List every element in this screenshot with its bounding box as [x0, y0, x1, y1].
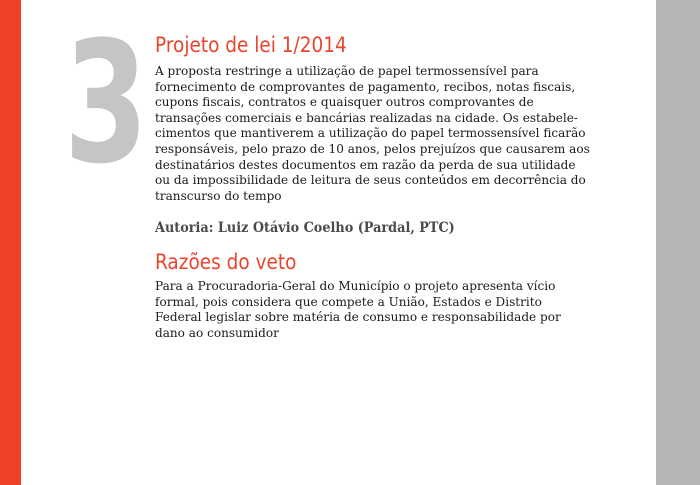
bill-title: Projeto de lei 1/2014	[155, 33, 347, 57]
left-accent-bar	[0, 0, 21, 485]
right-gray-bar	[656, 0, 700, 485]
veto-reason	[155, 278, 561, 340]
bill-description-line: cimentos que mantiverem a utilização do papel termossensível ficarão	[155, 125, 586, 141]
bill-description-line: destinatários destes documentos em razão da perda de sua utilidade	[155, 156, 576, 172]
bill-description-line: A proposta restringe a utilização de papel termossensível para	[155, 63, 539, 78]
bill-description-line: transcurso do tempo	[155, 187, 282, 203]
veto-title: Razões do veto	[155, 250, 297, 274]
veto-reason-line: formal, pois considera que compete a União, Estados e Distrito	[155, 293, 542, 309]
veto-reason-line: dano ao consumidor	[155, 324, 279, 340]
bill-description-line: cupons fiscais, contratos e quaisquer outros comprovantes de	[155, 94, 534, 110]
veto-reason-line: Para a Procuradoria-Geral do Município o projeto apresenta vício	[155, 278, 556, 293]
bill-description	[155, 63, 590, 203]
bill-description-line: ou da impossibilidade de leitura de seus conteúdos em decorrência do	[155, 172, 586, 188]
bill-authorship: Autoria: Luiz Otávio Coelho (Pardal, PTC)	[155, 220, 455, 236]
bill-description-line: fornecimento de comprovantes de pagamento, recibos, notas fiscais,	[155, 78, 576, 94]
item-number: 3	[64, 5, 149, 201]
veto-reason-line: Federal legislar sobre matéria de consumo e responsabilidade por	[155, 309, 561, 325]
bill-description-line: transações comerciais e bancárias realizadas na cidade. Os estabele-	[155, 109, 579, 125]
bill-description-line: responsáveis, pelo prazo de 10 anos, pelos prejuízos que causarem aos	[155, 140, 590, 156]
